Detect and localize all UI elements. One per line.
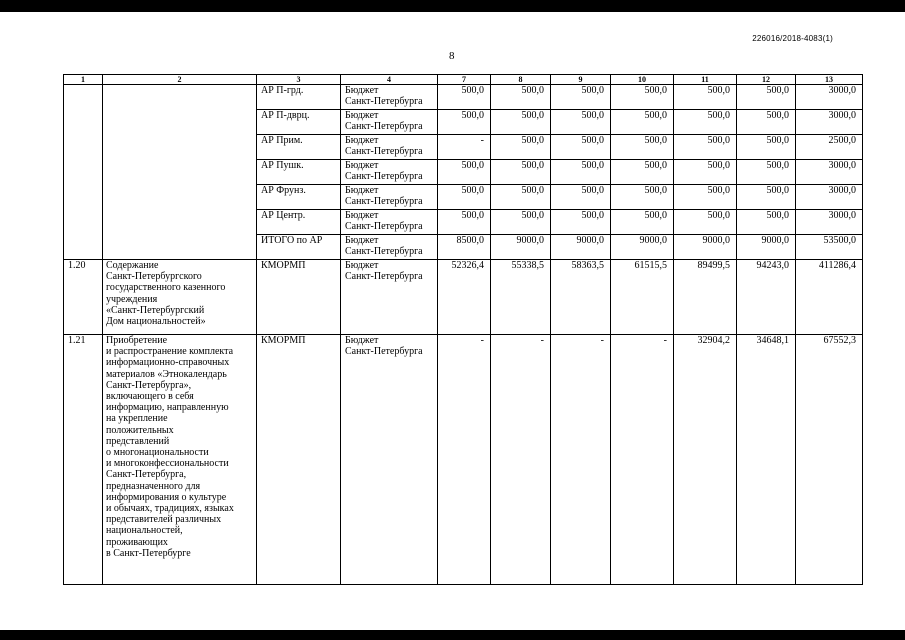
executor-cell: АР Центр. [257, 210, 341, 235]
executor-cell: ИТОГО по АР [257, 235, 341, 260]
value-cell: 3000,0 [796, 85, 863, 110]
value-cell: - [438, 335, 491, 585]
column-header: 7 [438, 75, 491, 85]
column-header: 2 [103, 75, 257, 85]
column-header: 10 [611, 75, 674, 85]
value-cell: 89499,5 [674, 260, 737, 335]
value-cell: 500,0 [551, 210, 611, 235]
executor-cell: АР Фрунз. [257, 185, 341, 210]
table-row [64, 335, 863, 585]
value-cell: 500,0 [674, 110, 737, 135]
value-cell: 500,0 [611, 110, 674, 135]
value-cell: 2500,0 [796, 135, 863, 160]
value-cell: 34648,1 [737, 335, 796, 585]
activity-name-cell: Содержание Санкт-Петербургского государственного казенного учреждения «Санкт-Петербургский Дом национальностей» [103, 260, 257, 335]
value-cell: 500,0 [674, 85, 737, 110]
value-cell: 9000,0 [491, 235, 551, 260]
value-cell: 500,0 [491, 160, 551, 185]
value-cell: 500,0 [737, 210, 796, 235]
value-cell: 500,0 [438, 160, 491, 185]
value-cell: 3000,0 [796, 210, 863, 235]
column-header: 9 [551, 75, 611, 85]
value-cell: 52326,4 [438, 260, 491, 335]
source-cell: Бюджет Санкт-Петербурга [341, 135, 438, 160]
executor-cell: КМОРМП [257, 335, 341, 585]
value-cell: - [491, 335, 551, 585]
executor-cell: АР П-дврц. [257, 110, 341, 135]
value-cell: 9000,0 [674, 235, 737, 260]
value-cell: 500,0 [438, 185, 491, 210]
source-cell: Бюджет Санкт-Петербурга [341, 185, 438, 210]
column-header: 13 [796, 75, 863, 85]
value-cell: 500,0 [611, 135, 674, 160]
source-cell: Бюджет Санкт-Петербурга [341, 260, 438, 335]
value-cell: - [438, 135, 491, 160]
value-cell: 500,0 [551, 110, 611, 135]
value-cell: - [551, 335, 611, 585]
empty-cell [64, 85, 103, 260]
value-cell: 500,0 [491, 185, 551, 210]
value-cell: 500,0 [674, 210, 737, 235]
value-cell: 500,0 [611, 85, 674, 110]
value-cell: 500,0 [551, 135, 611, 160]
value-cell: 500,0 [438, 85, 491, 110]
page-number: 8 [449, 50, 455, 62]
value-cell: 67552,3 [796, 335, 863, 585]
value-cell: 500,0 [491, 110, 551, 135]
scan-top-border [0, 0, 905, 12]
value-cell: 3000,0 [796, 185, 863, 210]
value-cell: 500,0 [737, 160, 796, 185]
value-cell: 8500,0 [438, 235, 491, 260]
table-row [64, 260, 863, 335]
value-cell: 53500,0 [796, 235, 863, 260]
value-cell: 500,0 [438, 110, 491, 135]
value-cell: 500,0 [438, 210, 491, 235]
value-cell: 500,0 [674, 185, 737, 210]
table-header-row [64, 75, 863, 85]
value-cell: 9000,0 [611, 235, 674, 260]
item-number-cell: 1.21 [64, 335, 103, 585]
item-number-cell: 1.20 [64, 260, 103, 335]
value-cell: - [611, 335, 674, 585]
table-row [64, 85, 863, 110]
value-cell: 3000,0 [796, 160, 863, 185]
value-cell: 500,0 [611, 185, 674, 210]
value-cell: 500,0 [737, 110, 796, 135]
value-cell: 500,0 [737, 185, 796, 210]
value-cell: 500,0 [737, 135, 796, 160]
executor-cell: АР П-грд. [257, 85, 341, 110]
value-cell: 500,0 [551, 185, 611, 210]
column-header: 8 [491, 75, 551, 85]
source-cell: Бюджет Санкт-Петербурга [341, 335, 438, 585]
executor-cell: КМОРМП [257, 260, 341, 335]
source-cell: Бюджет Санкт-Петербурга [341, 235, 438, 260]
value-cell: 500,0 [491, 135, 551, 160]
value-cell: 500,0 [611, 210, 674, 235]
value-cell: 32904,2 [674, 335, 737, 585]
source-cell: Бюджет Санкт-Петербурга [341, 160, 438, 185]
value-cell: 500,0 [674, 160, 737, 185]
value-cell: 500,0 [737, 85, 796, 110]
source-cell: Бюджет Санкт-Петербурга [341, 110, 438, 135]
empty-cell [103, 85, 257, 260]
value-cell: 411286,4 [796, 260, 863, 335]
executor-cell: АР Прим. [257, 135, 341, 160]
column-header: 3 [257, 75, 341, 85]
source-cell: Бюджет Санкт-Петербурга [341, 85, 438, 110]
value-cell: 55338,5 [491, 260, 551, 335]
scan-bottom-border [0, 630, 905, 640]
document-id: 226016/2018-4083(1) [752, 34, 833, 43]
activity-name-cell: Приобретение и распространение комплекта информационно-справочных материалов «Этнокалендарь Санкт-Петербурга», включающего в себя информацию, направленную на укрепление положительных представлений о многонациональности и многоконфессиональности Санкт-Петербурга, предназначенного для информирования о культуре и обычаях, традициях, языках представителей различных национальностей, проживающих в Санкт-Петербурге [103, 335, 257, 585]
column-header: 1 [64, 75, 103, 85]
value-cell: 3000,0 [796, 110, 863, 135]
value-cell: 9000,0 [737, 235, 796, 260]
value-cell: 500,0 [611, 160, 674, 185]
value-cell: 61515,5 [611, 260, 674, 335]
value-cell: 500,0 [551, 160, 611, 185]
column-header: 11 [674, 75, 737, 85]
value-cell: 500,0 [491, 210, 551, 235]
value-cell: 9000,0 [551, 235, 611, 260]
budget-table [63, 74, 863, 585]
value-cell: 94243,0 [737, 260, 796, 335]
executor-cell: АР Пушк. [257, 160, 341, 185]
value-cell: 500,0 [551, 85, 611, 110]
value-cell: 500,0 [674, 135, 737, 160]
value-cell: 58363,5 [551, 260, 611, 335]
value-cell: 500,0 [491, 85, 551, 110]
source-cell: Бюджет Санкт-Петербурга [341, 210, 438, 235]
column-header: 4 [341, 75, 438, 85]
column-header: 12 [737, 75, 796, 85]
